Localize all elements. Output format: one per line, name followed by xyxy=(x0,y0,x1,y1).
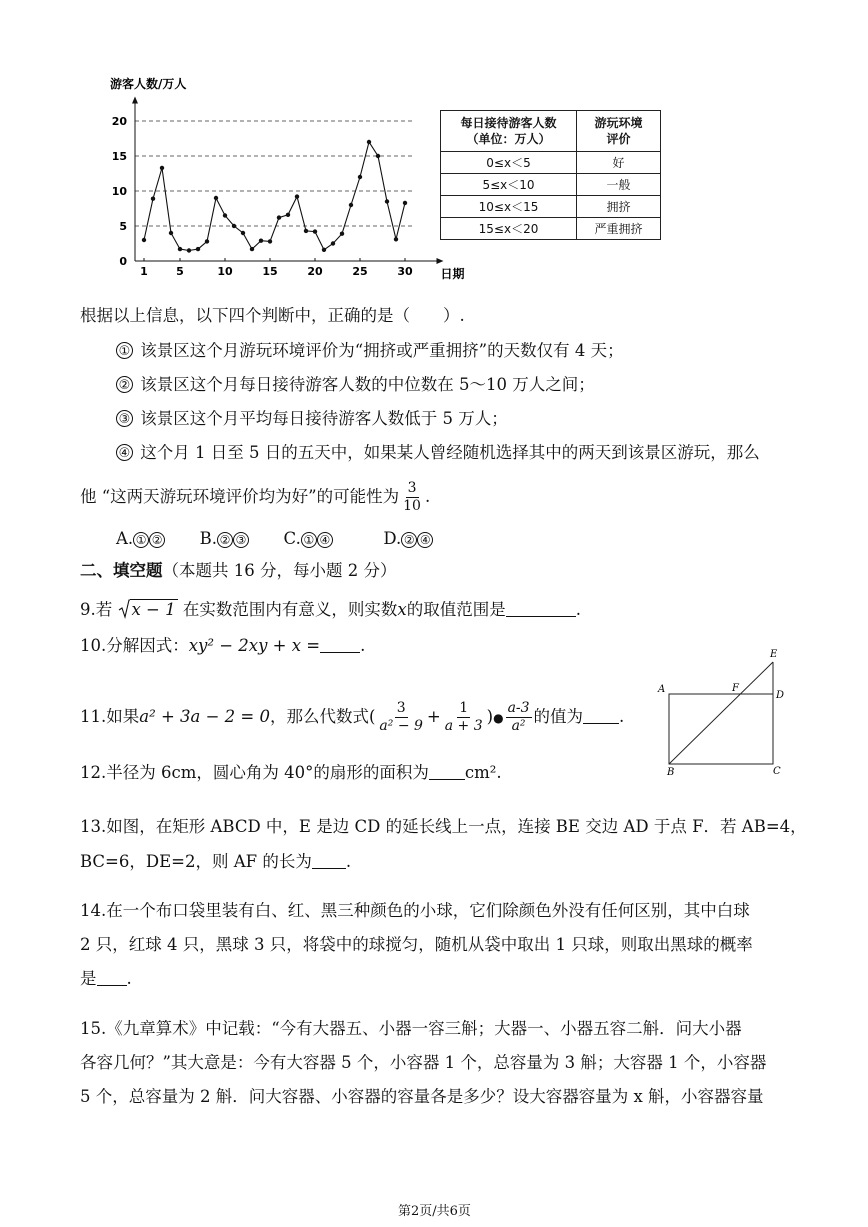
x-axis-arrow-icon xyxy=(437,258,444,264)
circled-number: ② xyxy=(149,532,165,548)
q11-prefix: 11.如果 xyxy=(80,707,140,726)
frac-num: a-3 xyxy=(507,700,530,716)
frac-den: a² − 9 xyxy=(379,718,423,734)
q8-stem: 根据以上信息，以下四个判断中，正确的是（ ）. xyxy=(80,306,465,325)
data-point xyxy=(322,248,326,252)
table-cell: 5≤x＜10 xyxy=(441,174,577,196)
choice-d[interactable] xyxy=(383,529,433,548)
q11-text2: 的值为 xyxy=(533,707,584,726)
choice-a[interactable] xyxy=(116,529,165,548)
choice-b[interactable] xyxy=(200,529,249,548)
data-point xyxy=(187,248,191,252)
y-tick-label: 0 xyxy=(119,255,127,268)
q14-line-2: 2 只，红球 4 只，黑球 3 只，将袋中的球搅匀，随机从袋中取出 1 只球，则取出黑球的概率 xyxy=(80,935,753,954)
table-cell: 10≤x＜15 xyxy=(441,196,577,218)
x-tick-label: 30 xyxy=(397,265,413,278)
q9-text2: 的取值范围是 xyxy=(406,600,506,619)
section-title: 二、填空题 xyxy=(80,561,163,580)
q10-expression: xy² − 2xy + x = xyxy=(188,636,321,655)
x-tick-label: 15 xyxy=(262,265,278,278)
data-point xyxy=(268,239,272,243)
y-tick-label: 15 xyxy=(111,150,127,163)
sqrt-expression xyxy=(118,599,178,621)
circled-number: ① xyxy=(116,342,133,359)
q13-line-1: 13.如图，在矩形 ABCD 中，E 是边 CD 的延长线上一点，连接 BE 交边 AD 于点 F．若 AB=4， xyxy=(80,817,807,836)
statement-text: 他 “这两天游玩环境评价均为好”的可能性为 xyxy=(80,487,400,506)
data-point xyxy=(169,231,173,235)
data-point xyxy=(196,247,200,251)
answer-blank[interactable] xyxy=(583,707,619,724)
data-point xyxy=(223,213,227,217)
table-cell: 一般 xyxy=(577,174,661,196)
q9-prefix: 9.若 xyxy=(80,600,113,619)
answer-blank[interactable] xyxy=(97,969,127,986)
circled-number: ④ xyxy=(116,444,133,461)
data-point xyxy=(178,247,182,251)
frac-num: 3 xyxy=(396,700,406,716)
q14-line-3: 是 . xyxy=(80,969,132,988)
y-tick-label: 10 xyxy=(111,185,127,198)
data-point xyxy=(295,194,299,198)
circled-number: ② xyxy=(401,532,417,548)
q8-statement-2 xyxy=(116,374,595,396)
sqrt-sign-icon xyxy=(118,599,130,619)
statement-text: 该景区这个月平均每日接待游客人数低于 5 万人； xyxy=(140,409,508,428)
y-tick-label: 5 xyxy=(119,220,127,233)
choice-letter: D. xyxy=(383,529,402,548)
x-tick-label: 5 xyxy=(176,265,184,278)
frac-den: a² xyxy=(511,718,526,734)
visitor-line-chart xyxy=(100,70,465,285)
answer-blank[interactable] xyxy=(312,852,346,869)
q15-line-3: 5 个，总容量为 2 斛．问大容器、小容器的容量各是多少？设大容器容量为 x 斛，小容器容量 xyxy=(80,1087,764,1106)
data-point xyxy=(232,224,236,228)
fraction xyxy=(401,480,423,515)
page-footer: 第2页/共6页 xyxy=(398,1204,471,1219)
evaluation-table xyxy=(440,110,661,240)
rectangle-abcd xyxy=(669,694,773,764)
q10: 10.分解因式：xy² − 2xy + x = . xyxy=(80,636,366,655)
q14-text: 是 xyxy=(80,969,97,988)
data-point xyxy=(358,175,362,179)
y-axis-title: 游客人数/万人 xyxy=(110,77,187,91)
x-tick-label: 1 xyxy=(140,265,148,278)
label-a: A xyxy=(658,684,666,695)
choice-letter: B. xyxy=(199,529,218,548)
circled-number: ③ xyxy=(233,532,249,548)
data-point xyxy=(385,199,389,203)
table-cell: 好 xyxy=(577,152,661,174)
table-cell: 15≤x＜20 xyxy=(441,218,577,240)
q9: 9.若 x − 1 在实数范围内有意义，则实数x的取值范围是 . xyxy=(80,600,581,619)
label-b: B xyxy=(667,767,675,778)
table-row xyxy=(441,152,661,174)
circled-number: ② xyxy=(217,532,233,548)
data-point xyxy=(403,201,407,205)
data-point xyxy=(277,215,281,219)
fraction xyxy=(506,700,532,735)
label-f: F xyxy=(732,683,739,694)
table-cell: 严重拥挤 xyxy=(577,218,661,240)
q12 xyxy=(80,762,502,784)
q11-text: ，那么代数式 xyxy=(269,707,369,726)
answer-blank[interactable] xyxy=(320,636,360,653)
data-point xyxy=(304,229,308,233)
table-header-evaluation: 游玩环境 评价 xyxy=(577,111,661,152)
choice-letter: A. xyxy=(116,529,134,548)
statement-text: 这个月 1 日至 5 日的五天中，如果某人曾经随机选择其中的两天到该景区游玩，那么 xyxy=(140,443,760,462)
q10-prefix: 10.分解因式： xyxy=(80,636,189,655)
q8-statement-4-cont: 他 “这两天游玩环境评价均为好”的可能性为 $\frac{3}{10}$ . xyxy=(80,480,431,514)
q13-text: BC=6，DE=2，则 AF 的长为 xyxy=(80,852,312,871)
segment-be xyxy=(669,662,773,764)
statement-text: 该景区这个月游玩环境评价为“拥挤或严重拥挤”的天数仅有 4 天； xyxy=(140,341,624,360)
q8-statement-4 xyxy=(116,442,760,464)
choice-letter: C. xyxy=(283,529,301,548)
q8-statement-3 xyxy=(116,408,508,430)
data-point xyxy=(259,239,263,243)
y-tick-label: 20 xyxy=(111,115,127,128)
data-point xyxy=(205,239,209,243)
q8-statement-1 xyxy=(116,340,624,362)
answer-blank[interactable] xyxy=(429,763,465,780)
x-tick-label: 20 xyxy=(307,265,323,278)
data-point xyxy=(214,196,218,200)
table-row xyxy=(441,196,661,218)
frac-den: a + 3 xyxy=(444,718,483,734)
data-point xyxy=(367,140,371,144)
table-cell: 拥挤 xyxy=(577,196,661,218)
statement-text: 该景区这个月每日接待游客人数的中位数在 5～10 万人之间； xyxy=(140,375,595,394)
data-point xyxy=(313,229,317,233)
circled-number: ① xyxy=(133,532,149,548)
data-point xyxy=(394,237,398,241)
y-axis-arrow-icon xyxy=(132,97,138,104)
data-point xyxy=(286,213,290,217)
q15-line-2: 各容几何？”其大意是：今有大容器 5 个，小容器 1 个，总容量为 3 斛；大容器 1 个，小容器 xyxy=(80,1053,767,1072)
table-header-visitors: 每日接待游客人数 （单位：万人） xyxy=(441,111,577,152)
rectangle-figure xyxy=(655,645,785,780)
circled-number: ④ xyxy=(417,532,433,548)
q13-line-2: BC=6，DE=2，则 AF 的长为 . xyxy=(80,852,352,871)
choice-c[interactable] xyxy=(284,529,333,548)
x-tick-label: 25 xyxy=(352,265,368,278)
circled-number: ② xyxy=(116,376,133,393)
q11-condition: a² + 3a − 2 = 0 xyxy=(139,707,270,726)
frac-den: 10 xyxy=(403,498,421,514)
section-note: （本题共 16 分，每小题 2 分） xyxy=(162,561,397,580)
data-point xyxy=(250,247,254,251)
frac-num: 1 xyxy=(459,700,469,716)
table-row xyxy=(441,218,661,240)
q12-unit: cm². xyxy=(464,763,502,782)
x-tick-label: 10 xyxy=(217,265,233,278)
data-point xyxy=(241,231,245,235)
label-d: D xyxy=(776,690,785,701)
answer-blank[interactable] xyxy=(506,600,576,617)
table-row xyxy=(441,174,661,196)
q9-text: 在实数范围内有意义，则实数 xyxy=(182,600,398,619)
data-point xyxy=(376,154,380,158)
q11: 11.如果a² + 3a − 2 = 0，那么代数式( $\frac{3}{\text{a² − 9}}$ + $\frac{1}{a + 3}$ )● $\frac{a-3}{\text{a²}}$ 的值为 . xyxy=(80,700,625,734)
data-point xyxy=(349,203,353,207)
data-point xyxy=(331,241,335,245)
q14-line-1: 14.在一个布口袋里装有白、红、黑三种颜色的小球，它们除颜色外没有任何区别，其中白球 xyxy=(80,901,750,920)
circled-number: ③ xyxy=(116,410,133,427)
label-e: E xyxy=(770,649,778,660)
q9-var: x xyxy=(397,600,407,619)
x-axis-title: 日期 xyxy=(440,267,465,281)
label-c: C xyxy=(773,766,781,777)
radicand: x − 1 xyxy=(131,600,176,619)
table-cell: 0≤x＜5 xyxy=(441,152,577,174)
section-heading xyxy=(80,560,396,582)
q15-line-1: 15.《九章算术》中记载：“今有大器五、小器一容三斛；大器一、小器五容二斛．问大小器 xyxy=(80,1019,742,1038)
frac-num: 3 xyxy=(407,480,417,496)
circled-number: ① xyxy=(301,532,317,548)
fraction xyxy=(377,700,425,735)
fraction xyxy=(443,700,485,735)
data-point xyxy=(160,166,164,170)
data-point xyxy=(340,232,344,236)
data-point xyxy=(142,238,146,242)
data-point xyxy=(151,197,155,201)
q12-text: 12.半径为 6cm，圆心角为 40°的扇形的面积为 xyxy=(80,763,429,782)
circled-number: ④ xyxy=(317,532,333,548)
q8-choices xyxy=(116,528,433,550)
series-line xyxy=(144,142,405,251)
